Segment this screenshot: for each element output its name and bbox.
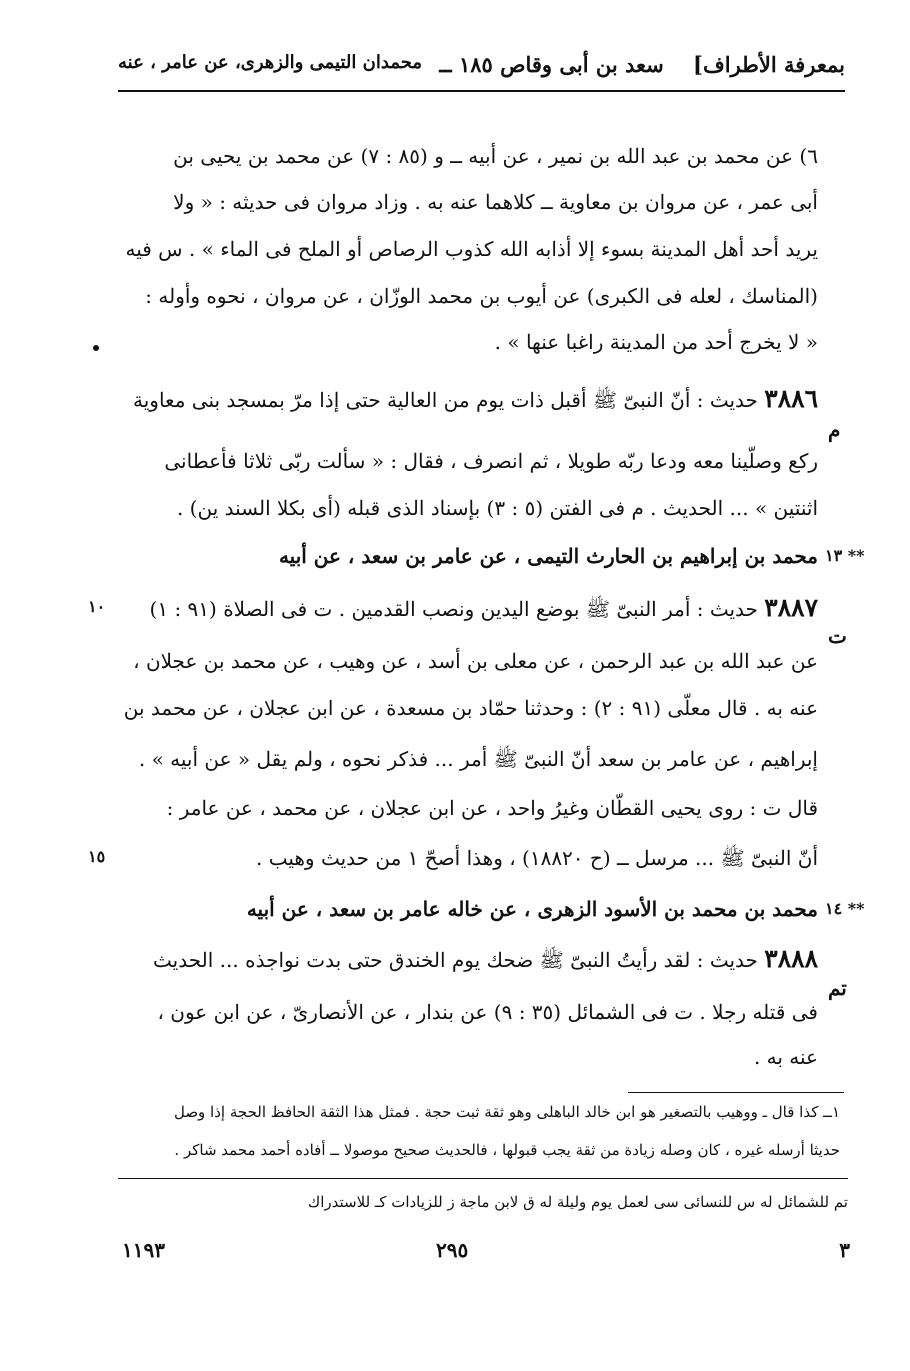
hadith-3887-line — [118, 591, 818, 625]
footer-page-number: ٢٩٥ — [436, 1238, 469, 1262]
hadith-text: حديث : أمر النبىّ ﷺ بوضع اليدين ونصب القدمين . ت فى الصلاة (٩١ : ١) — [149, 597, 758, 621]
margin-line-number: ١٥ — [88, 847, 106, 866]
body-line: (المناسك ، لعله فى الكبرى) عن أيوب بن محمد الوزّان ، عن مروان ، نحوه وأوله : — [145, 284, 818, 308]
hadith-3887-line: قال ت : روى يحيى القطّان وغيرُ واحد ، عن ابن عجلان ، عن محمد ، عن عامر : — [166, 796, 818, 820]
hadith-3887-line: عن عبد الله بن عبد الرحمن ، عن معلى بن أسد ، عن وهيب ، عن محمد بن عجلان ، — [133, 649, 818, 673]
chain-marker: ١٣ ** — [825, 546, 865, 565]
hadith-3886-line — [118, 382, 818, 416]
footer-volume: ٣ — [839, 1238, 850, 1262]
hadith-3886-line: اثنتين » ... الحديث . م فى الفتن (٥ : ٣) بإسناد الذى قبله (أى بكلا السند ين) . — [176, 496, 818, 520]
body-line: أبى عمر ، عن مروان بن معاوية ــ كلاهما عنه به . وزاد مروان فى حديثه : « ولا — [173, 190, 818, 214]
hadith-siglum: ت — [828, 624, 847, 648]
running-header — [118, 44, 845, 92]
header-subtitle: محمدان التيمى والزهرى، عن عامر ، عنه — [118, 52, 422, 73]
header-main-title: سعد بن أبى وقاص ١٨٥ ــ — [439, 52, 664, 77]
footer-sequence-number: ١١٩٣ — [122, 1238, 165, 1262]
margin-line-number: ١٠ — [88, 597, 106, 616]
header-title — [439, 52, 845, 77]
hadith-siglum: م — [828, 418, 841, 442]
margin-dot — [93, 345, 99, 351]
hadith-text: حديث : أنّ النبىّ ﷺ أقبل ذات يوم من العالية حتى إذا مرّ بمسجد بنى معاوية — [133, 388, 758, 412]
hadith-3887-line: إبراهيم ، عن عامر بن سعد أنّ النبىّ ﷺ أمر ... فذكر نحوه ، ولم يقل « عن أبيه » . — [138, 747, 818, 771]
hadith-3887-line: أنّ النبىّ ﷺ ... مرسل ــ (ح ١٨٨٢٠) ، وهذا أصحّ ١ من حديث وهيب . — [256, 846, 818, 870]
hadith-3887-line: عنه به . قال معلّى (٩١ : ٢) : وحدثنا حمّاد بن مسعدة ، عن ابن عجلان ، عن محمد بن — [123, 696, 818, 720]
sigla-legend: تم للشمائل له س للنسائى سى لعمل يوم وليلة له ق لابن ماجة ز للزيادات كـ للاستدراك — [307, 1193, 848, 1211]
hadith-3886-line: ركع وصلّينا معه ودعا ربّه طويلا ، ثم انصرف ، فقال : « سألت ربّى ثلاثا فأعطانى — [164, 449, 818, 473]
legend-rule — [118, 1178, 848, 1179]
footnote-rule — [628, 1092, 844, 1093]
body-line: « لا يخرج أحد من المدينة راغبا عنها » . — [494, 330, 818, 354]
hadith-3888-line: فى قتله رجلا . ت فى الشمائل (٣٥ : ٩) عن بندار ، عن الأنصارىّ ، عن ابن عون ، — [157, 1000, 818, 1024]
hadith-number: ٣٨٨٧ — [764, 593, 818, 622]
chain-marker: ١٤ ** — [825, 899, 865, 918]
hadith-3888-line: عنه به . — [753, 1045, 818, 1069]
hadith-siglum: تم — [828, 976, 847, 1000]
hadith-3888-line — [118, 942, 818, 976]
body-line: ٦) عن محمد بن عبد الله بن نمير ، عن أبيه ــ و (٨٥ : ٧) عن محمد بن يحيى بن — [173, 144, 818, 168]
hadith-number: ٣٨٨٦ — [764, 384, 818, 413]
footnote-line: ١ــ كذا قال ـ ووهيب بالتصغير هو ابن خالد الباهلى وهو ثقة ثبت حجة . فمثل هذا الثقة الحافظ الحجة إذا وصل — [173, 1103, 840, 1121]
body-line: يريد أحد أهل المدينة بسوء إلا أذابه الله كذوب الرصاص أو الملح فى الماء » . س فيه — [125, 237, 818, 261]
hadith-number: ٣٨٨٨ — [764, 944, 818, 973]
footnote-line: حديثا أرسله غيره ، كان وصله زيادة من ثقة يجب قبولها ، فالحديث صحيح موصولا ــ أفاده أحمد محمد شاكر . — [174, 1141, 840, 1159]
chain-heading: محمد بن محمد بن الأسود الزهرى ، عن خاله عامر بن سعد ، عن أبيه — [246, 897, 818, 921]
hadith-text: حديث : لقد رأيتُ النبىّ ﷺ ضحك يوم الخندق حتى بدت نواجذه ... الحديث — [153, 948, 758, 972]
chain-heading: محمد بن إبراهيم بن الحارث التيمى ، عن عامر بن سعد ، عن أبيه — [278, 544, 818, 568]
header-bracket-title: بمعرفة الأطراف] — [693, 52, 845, 77]
